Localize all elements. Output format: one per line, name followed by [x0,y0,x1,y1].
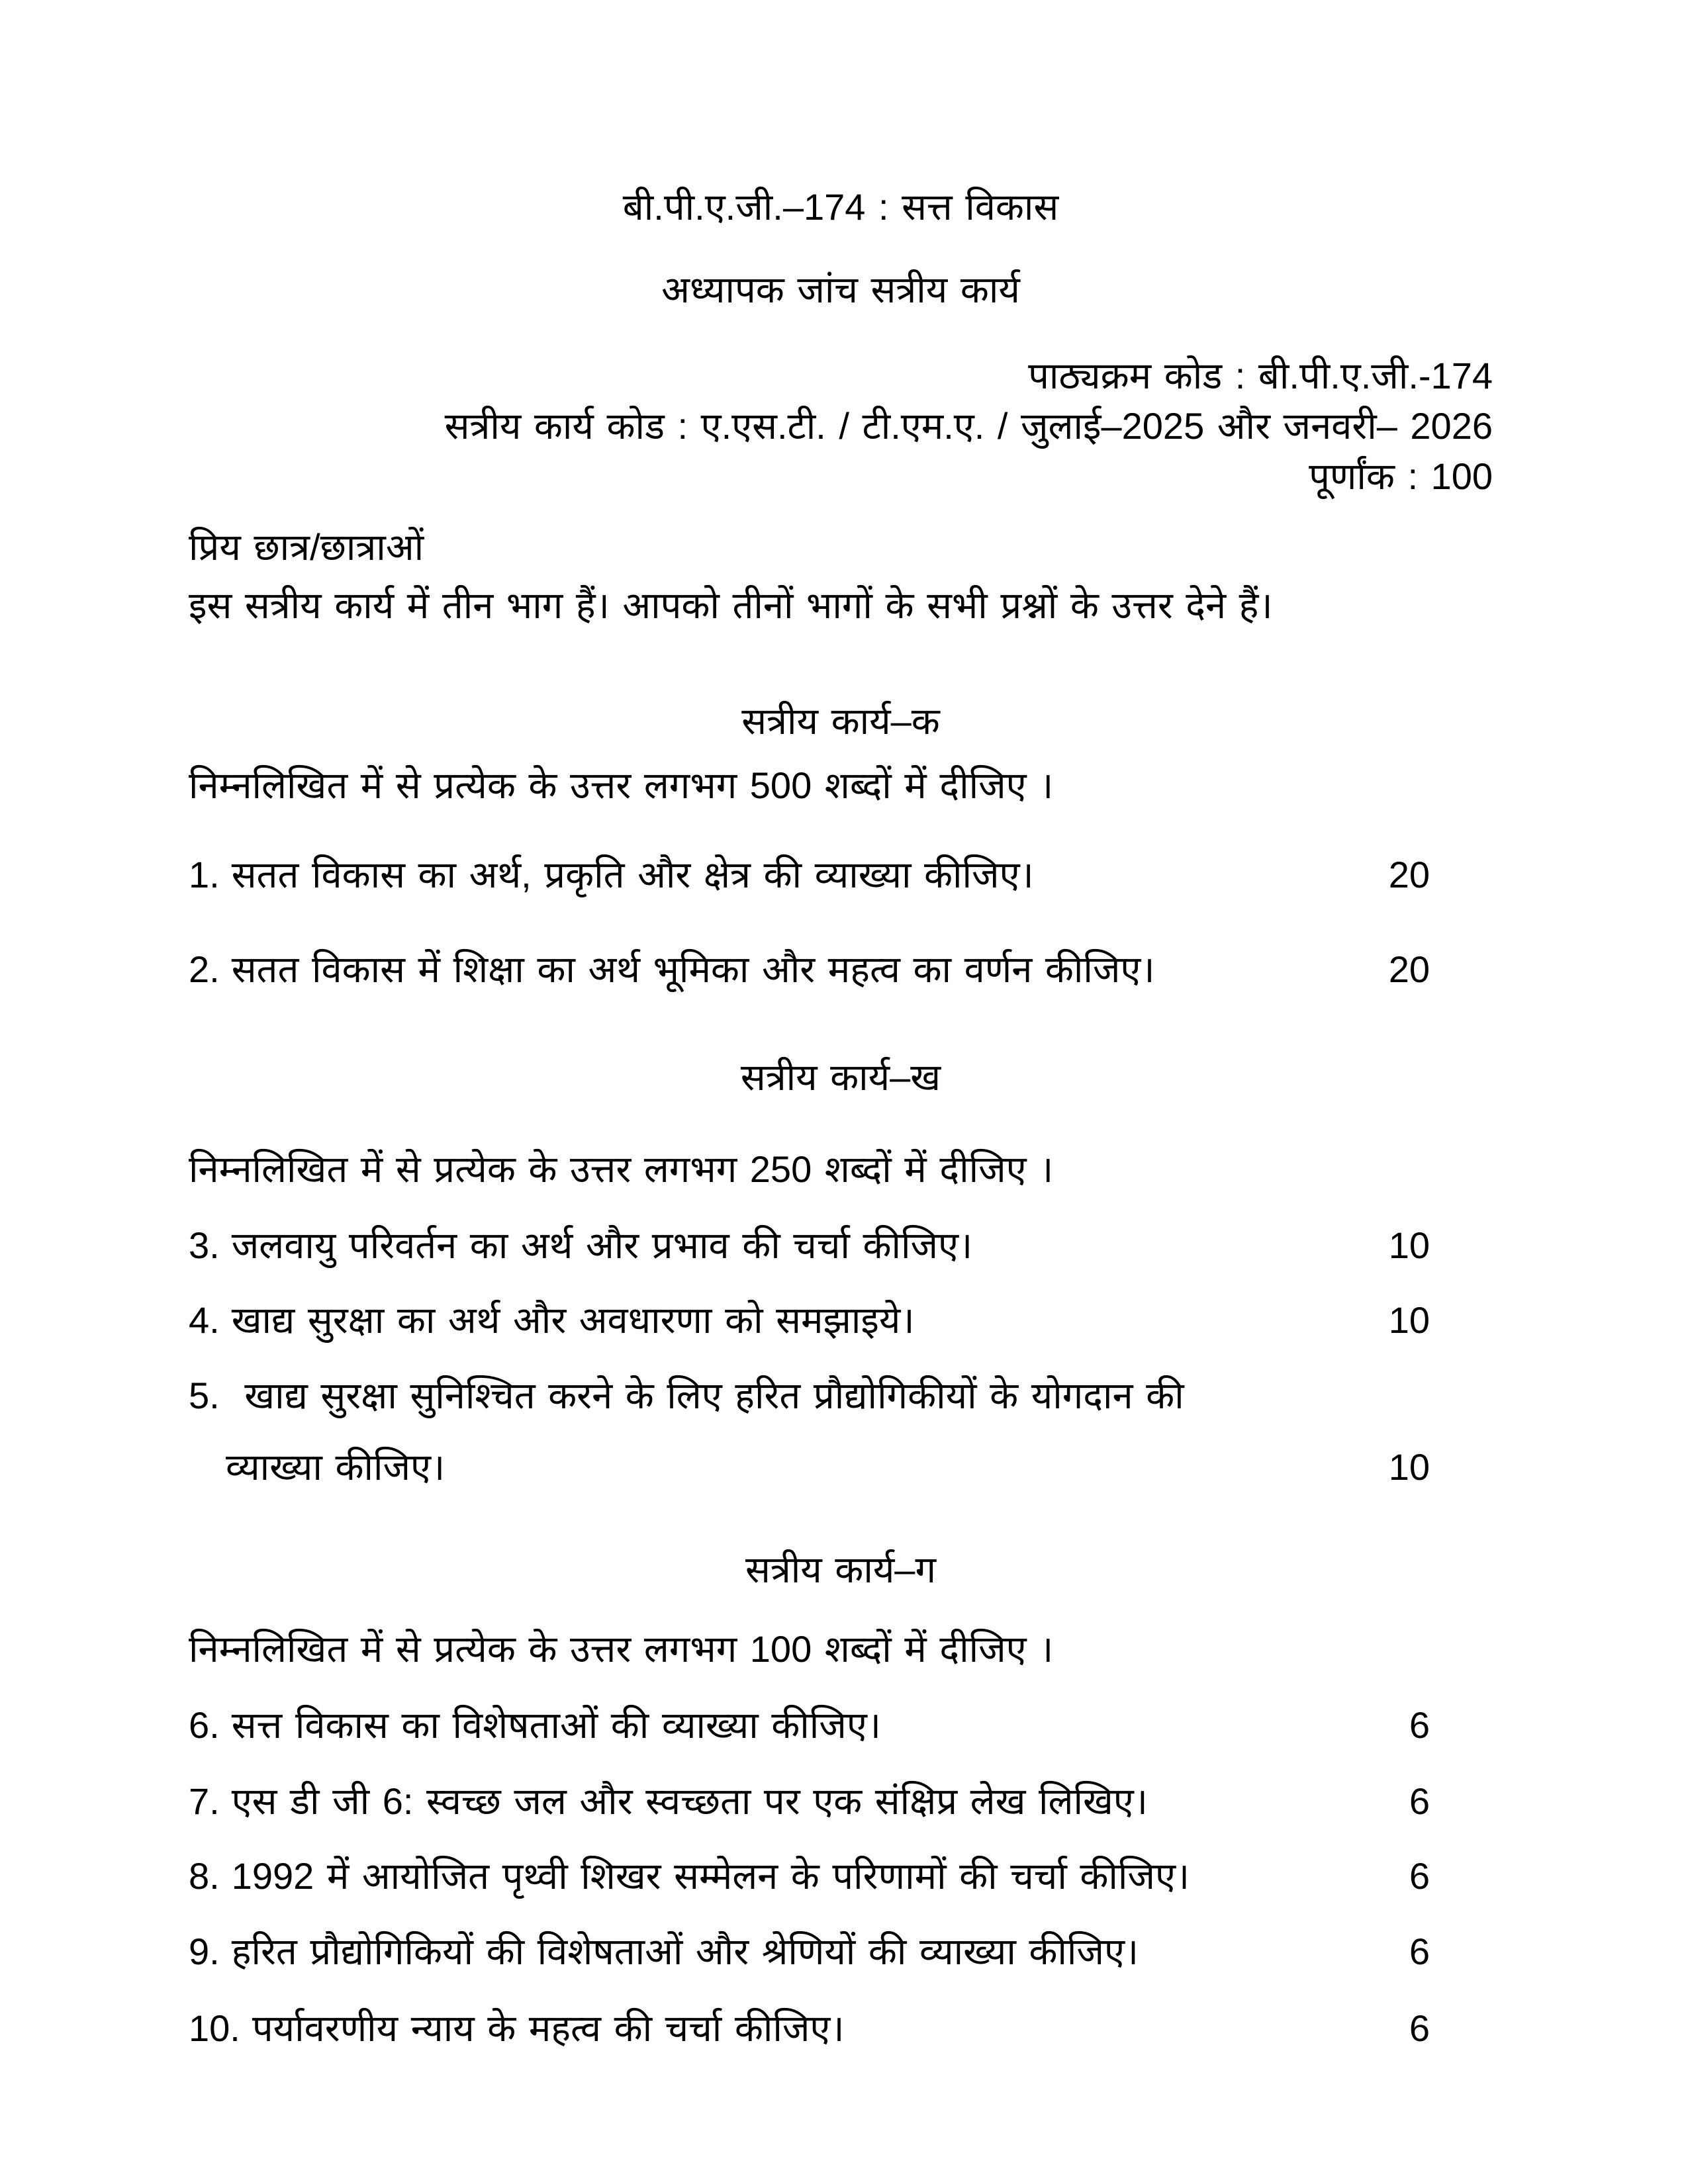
question-text: सत्त विकास का विशेषताओं की व्याख्या कीजिए। [231,1704,882,1746]
question-text: सतत विकास में शिक्षा का अर्थ भूमिका और महत्व का वर्णन कीजिए। [231,948,1155,990]
question-number: 2. [189,948,220,990]
section-b-heading: सत्रीय कार्य–ख [740,1056,941,1098]
question-number: 4. [189,1299,220,1341]
question-text: सतत विकास का अर्थ, प्रकृति और क्षेत्र की व्याख्या कीजिए। [231,854,1034,895]
question-text: हरित प्रौद्योगिकियों की विशेषताओं और श्रेणियों की व्याख्या कीजिए। [231,1931,1139,1972]
question-marks: 6 [1409,1855,1430,1897]
question-row-5 [189,1371,1493,1492]
question-body [189,1371,1184,1492]
question-marks: 6 [1409,1704,1430,1746]
question-row-7 [189,1776,1493,1827]
question-number: 10. [189,2007,240,2049]
question-text: एस डी जी 6: स्वच्छ जल और स्वच्छता पर एक संक्षिप्र लेख लिखिए। [231,1780,1148,1822]
general-instruction: इस सत्रीय कार्य में तीन भाग हैं। आपको तीनों भागों के सभी प्रश्नों के उत्तर देने हैं। [189,584,1273,626]
question-marks: 6 [1409,2007,1430,2049]
question-row-1 [189,850,1493,900]
section-c-instruction: निम्नलिखित में से प्रत्येक के उत्तर लगभग 100 शब्दों में दीजिए । [189,1628,1054,1670]
question-row-6 [189,1700,1493,1751]
question-marks: 20 [1388,854,1430,895]
question-number: 1. [189,854,220,895]
question-marks: 6 [1409,1931,1430,1972]
question-line-1 [189,1371,1184,1421]
question-number: 5. [189,1375,220,1416]
question-text: पर्यावरणीय न्याय के महत्व की चर्चा कीजिए। [252,2007,845,2049]
question-row-10 [189,2003,1493,2054]
header-meta-block [189,351,1493,502]
question-number: 7. [189,1780,220,1822]
section-a-heading: सत्रीय कार्य–क [741,700,940,742]
section-a-instruction: निम्नलिखित में से प्रत्येक के उत्तर लगभग 500 शब्दों में दीजिए । [189,764,1054,806]
question-marks: 20 [1388,948,1430,990]
question-row-9 [189,1927,1493,1977]
question-number: 3. [189,1224,220,1266]
question-line-2: व्याख्या कीजिए। [226,1446,445,1488]
salutation: प्रिय छात्र/छात्राओं [189,526,424,568]
course-title: बी.पी.ए.जी.–174 : सत्त विकास [622,186,1059,228]
question-text: खाद्य सुरक्षा सुनिश्चित करने के लिए हरित प्रौद्योगिकीयों के योगदान की [244,1375,1184,1416]
question-marks: 10 [1388,1224,1430,1266]
assignment-code-line: सत्रीय कार्य कोड : ए.एस.टी. / टी.एम.ए. / जुलाई–2025 और जनवरी– 2026 [444,405,1493,447]
section-c-heading: सत्रीय कार्य–ग [745,1549,936,1590]
question-text: जलवायु परिवर्तन का अर्थ और प्रभाव की चर्चा कीजिए। [231,1224,973,1266]
question-text: खाद्य सुरक्षा का अर्थ और अवधारणा को समझाइये। [231,1299,915,1341]
question-text: 1992 में आयोजित पृथ्वी शिखर सम्मेलन के परिणामों की चर्चा कीजिए। [231,1855,1190,1897]
question-marks: 6 [1409,1780,1430,1822]
question-marks: 10 [1388,1299,1430,1341]
question-number: 8. [189,1855,220,1897]
question-number: 9. [189,1931,220,1972]
section-b-instruction: निम्नलिखित में से प्रत्येक के उत्तर लगभग 250 शब्दों में दीजिए । [189,1148,1054,1190]
question-number: 6. [189,1704,220,1746]
question-row-4 [189,1295,1493,1345]
question-marks: 10 [1388,1446,1430,1488]
question-row-2 [189,944,1493,995]
max-marks-line: पूर्णांक : 100 [1309,455,1493,497]
question-row-8 [189,1851,1493,1901]
question-row-3 [189,1220,1493,1271]
course-code-line: पाठ्यक्रम कोड : बी.पी.ए.जी.-174 [1028,355,1493,396]
assignment-type-heading: अध्यापक जांच सत्रीय कार्य [661,269,1020,310]
